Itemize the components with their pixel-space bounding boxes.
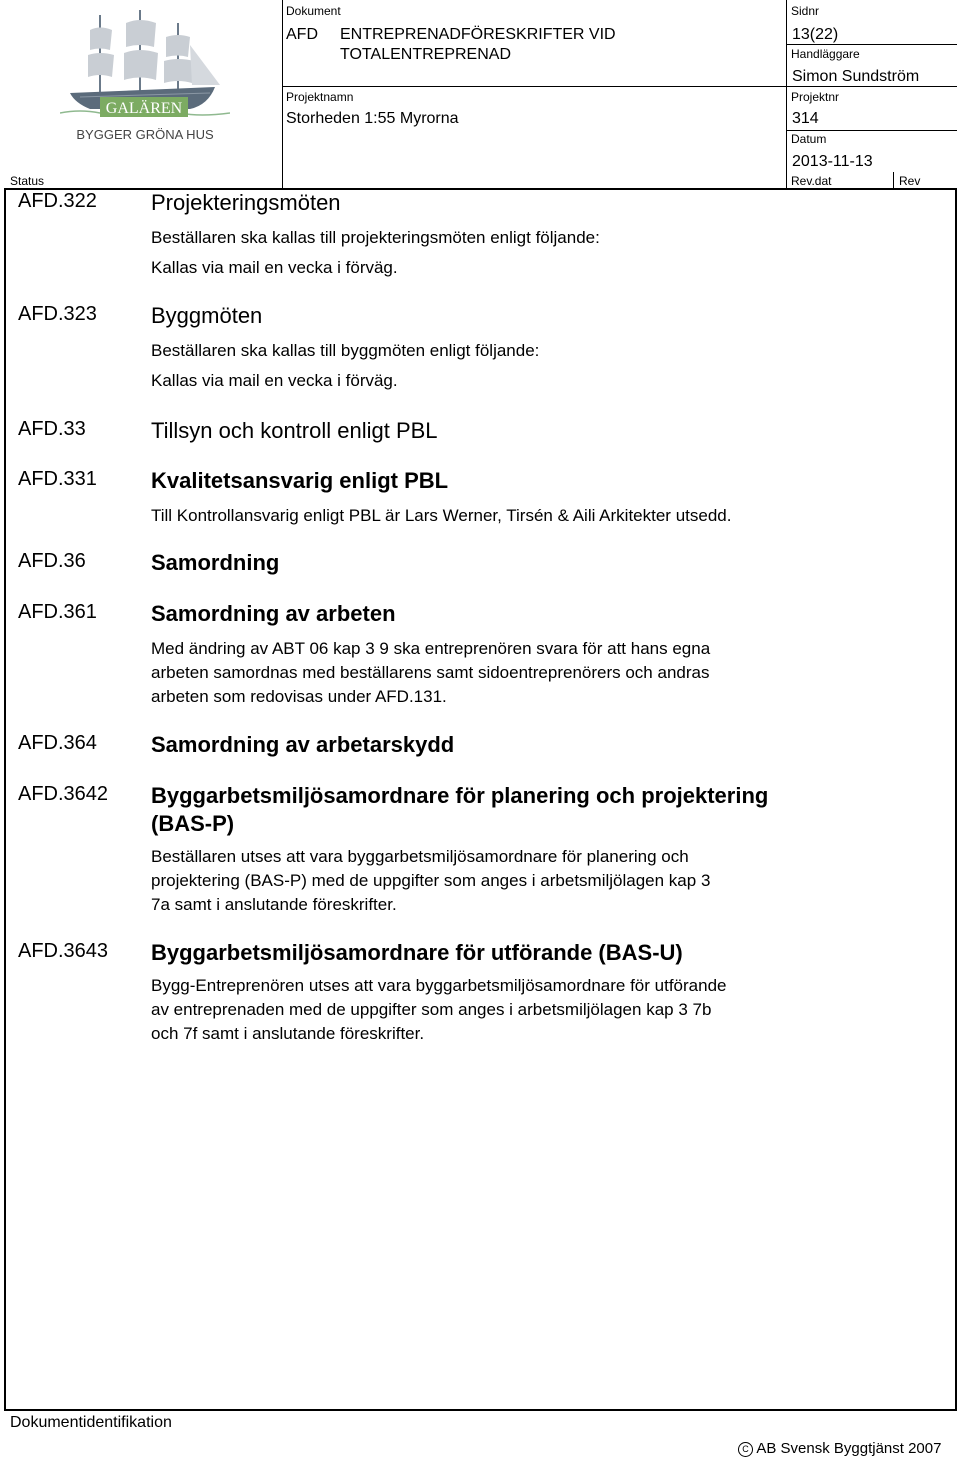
projektnamn-label: Projektnamn: [286, 90, 354, 104]
section-title: Byggarbetsmiljösamordnare för utförande (BAS-U): [151, 940, 683, 965]
section-code: AFD.364: [18, 732, 97, 754]
section-title: Byggmöten: [151, 303, 263, 328]
section-text: Bygg-Entreprenören utses att vara byggarbetsmiljösamordnare för utförande: [151, 976, 727, 995]
section-code: AFD.3642: [18, 783, 109, 805]
dokument-label: Dokument: [286, 4, 341, 18]
header-bottom-line: [4, 188, 957, 190]
header-divider-2: [786, 0, 787, 188]
header-divider-1: [282, 0, 283, 188]
rev-label: Rev: [899, 174, 921, 188]
frame-right: [955, 188, 957, 1410]
section-code: AFD.331: [18, 468, 97, 490]
section-title: Samordning av arbetarskydd: [151, 732, 455, 757]
frame-bottom: [4, 1409, 957, 1411]
handlaggare-label: Handläggare: [791, 47, 860, 61]
dokument-title-line1: ENTREPRENADFÖRESKRIFTER VID: [340, 26, 616, 43]
section-title: Kvalitetsansvarig enligt PBL: [151, 468, 449, 493]
section-title: Samordning av arbeten: [151, 601, 396, 626]
section-title: Projekteringsmöten: [151, 190, 341, 215]
section-text: Beställaren utses att vara byggarbetsmiljösamordnare för planering och: [151, 847, 689, 866]
section-title: Tillsyn och kontroll enligt PBL: [151, 418, 438, 443]
logo-tagline: BYGGER GRÖNA HUS: [76, 127, 214, 142]
section-code: AFD.3643: [18, 940, 109, 962]
section-text: Med ändring av ABT 06 kap 3 9 ska entreprenören svara för att hans egna: [151, 639, 711, 658]
frame-left: [4, 188, 6, 1410]
sidnr-value: 13(22): [792, 26, 839, 43]
projektnr-value: 314: [792, 110, 819, 127]
copyright-text: AB Svensk Byggtjänst 2007: [756, 1440, 942, 1457]
section-text: av entreprenaden med de uppgifter som anges i arbetsmiljölagen kap 3 7b: [151, 1000, 712, 1019]
section-code: AFD.323: [18, 303, 97, 325]
handlaggare-value: Simon Sundström: [792, 68, 920, 85]
ship-icon: [60, 5, 230, 155]
section-text: projektering (BAS-P) med de uppgifter som anges i arbetsmiljölagen kap 3: [151, 871, 711, 890]
section-text: Beställaren ska kallas till projekteringsmöten enligt följande:: [151, 228, 600, 247]
header-hline-3: [787, 86, 957, 87]
doc-id-label: Dokumentidentifikation: [10, 1414, 172, 1431]
status-label: Status: [10, 174, 45, 188]
section-code: AFD.33: [18, 418, 86, 440]
section-text: 7a samt i anslutande föreskrifter.: [151, 895, 397, 914]
section-text: arbeten som redovisas under AFD.131.: [151, 687, 447, 706]
section-title: (BAS-P): [151, 811, 235, 836]
datum-value: 2013-11-13: [792, 153, 873, 170]
section-code: AFD.36: [18, 550, 86, 572]
section-text: Beställaren ska kallas till byggmöten enligt följande:: [151, 341, 540, 360]
projektnr-label: Projektnr: [791, 90, 840, 104]
section-code: AFD.361: [18, 601, 97, 623]
section-title: Samordning: [151, 550, 280, 575]
datum-label: Datum: [791, 132, 827, 146]
header-hline-2: [787, 44, 957, 45]
section-title: Byggarbetsmiljösamordnare för planering och projektering: [151, 783, 769, 808]
section-text: Till Kontrollansvarig enligt PBL är Lars Werner, Tirsén & Aili Arkitekter utsedd.: [151, 506, 732, 525]
logo-name: GALÄREN: [105, 100, 183, 117]
dokument-code: AFD: [286, 26, 318, 43]
projektnamn-value: Storheden 1:55 Myrorna: [286, 110, 459, 127]
revdat-label: Rev.dat: [791, 174, 832, 188]
section-text: arbeten samordnas med beställarens samt sidoentreprenörers och andras: [151, 663, 710, 682]
section-text: Kallas via mail en vecka i förväg.: [151, 258, 398, 277]
company-logo: [60, 5, 230, 155]
header-hline-4: [787, 130, 957, 131]
section-code: AFD.322: [18, 190, 97, 212]
header-rev-divider: [893, 172, 894, 188]
section-text: Kallas via mail en vecka i förväg.: [151, 371, 398, 390]
copyright-icon: C: [738, 1442, 753, 1457]
sidnr-label: Sidnr: [791, 4, 820, 18]
section-text: och 7f samt i anslutande föreskrifter.: [151, 1024, 425, 1043]
copyright: [738, 1440, 941, 1457]
header-hline-1: [282, 86, 787, 87]
dokument-title-line2: TOTALENTREPRENAD: [340, 46, 511, 63]
